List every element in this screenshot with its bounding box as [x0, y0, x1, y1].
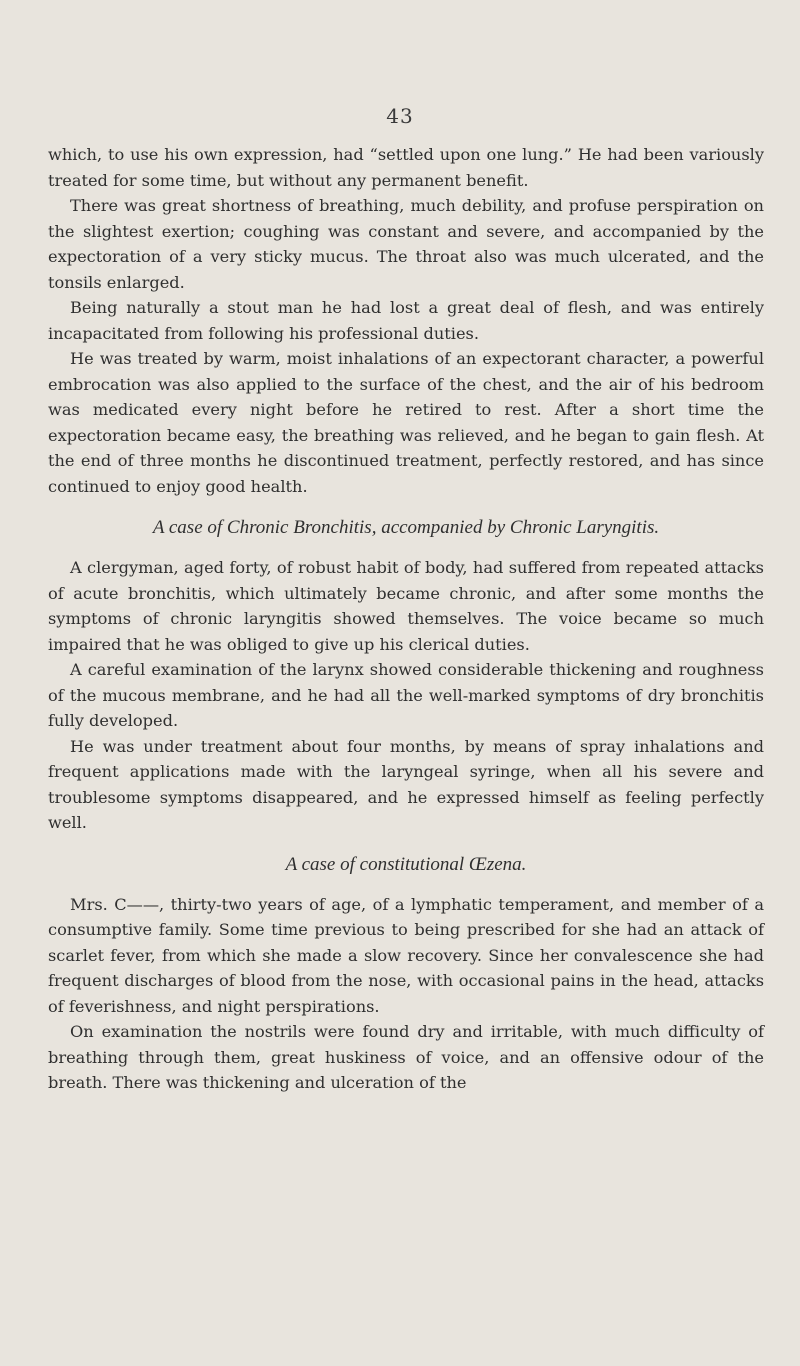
page-number: 43 — [386, 104, 414, 128]
section-heading-ozena: A case of constitutional Œzena. — [285, 853, 527, 875]
paragraph: There was great shortness of breathing, much debility, and profuse perspiration on the slightest exertion; coughing was constant and severe, and accompanied by the expectoration of a very sticky mucus. The throat also was much ulcerated, and the tonsils enlarged. — [48, 196, 764, 292]
paragraph: which, to use his own expression, had “settled upon one lung.” He had been variously treated for some time, but without any permanent benefit. — [48, 145, 764, 190]
paragraph: He was under treatment about four months, by means of spray inhalations and frequent applications made with the laryngeal syringe, when all his severe and troublesome symptoms disappeared, and he expressed himself as feeling perfectly well. — [48, 736, 764, 832]
paragraph: Mrs. C——, thirty-two years of age, of a lymphatic temperament, and member of a consumptive family. Some time previous to being prescribed for she had an attack of scarlet fever, from which she made a slow recovery. Since her convalescence she had frequent discharges of blood from the nose, with occasional pains in the head, attacks of feverishness, and night perspirations. — [48, 894, 764, 1016]
paragraph: A careful examination of the larynx showed considerable thickening and roughness of the mucous membrane, and he had all the well-marked symptoms of dry bronchitis fully developed. — [48, 660, 764, 730]
paragraph: Being naturally a stout man he had lost a great deal of flesh, and was entirely incapacitated from following his professional duties. — [48, 298, 764, 343]
paragraph: On examination the nostrils were found dry and irritable, with much difficulty of breathing through them, great huskiness of voice, and an offensive odour of the breath. There was thickening and ulceration of the — [48, 1022, 764, 1092]
paragraph: A clergyman, aged forty, of robust habit of body, had suffered from repeated attacks of acute bronchitis, which ultimately became chronic, and after some months the symptoms of chronic laryngitis showed themselves. The voice became so much impaired that he was obliged to give up his clerical duties. — [48, 558, 764, 654]
body-text — [48, 142, 764, 1096]
paragraph: He was treated by warm, moist inhalations of an expectorant character, a powerful embrocation was also applied to the surface of the chest, and the air of his bedroom was medicated every night before he retired to rest. After a short time the expectoration became easy, the breathing was relieved, and he began to gain flesh. At the end of three months he discontinued treatment, perfectly restored, and has since continued to enjoy good health. — [48, 349, 764, 496]
section-heading-bronchitis-laryngitis: A case of Chronic Bronchitis, accompanied by Chronic Laryngitis. — [152, 517, 660, 538]
